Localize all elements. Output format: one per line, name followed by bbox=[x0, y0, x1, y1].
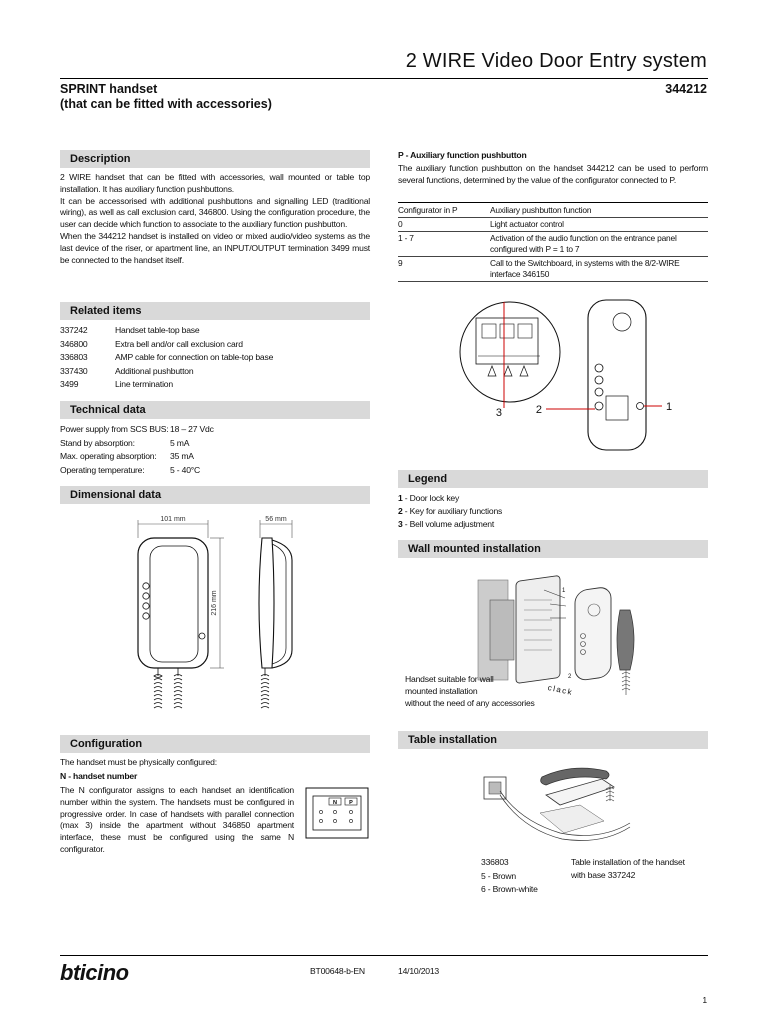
spec-value: 18 – 27 Vdc bbox=[170, 424, 214, 434]
footer-rule bbox=[60, 955, 708, 956]
description-paragraph: 2 WIRE handset that can be fitted with accessories, wall mounted or table top installation. It has auxiliary function pushbuttons. bbox=[60, 172, 370, 194]
table-header-cell: Auxiliary pushbutton function bbox=[490, 204, 708, 218]
spec-label: Max. operating absorption: bbox=[60, 451, 157, 462]
spec-value: 5 - 40°C bbox=[170, 464, 201, 475]
table-row bbox=[398, 257, 708, 282]
clack-label: clack bbox=[546, 682, 575, 698]
legend-item bbox=[398, 492, 708, 505]
step-label-1: 1 bbox=[562, 588, 566, 594]
related-items-heading: Related items bbox=[60, 302, 370, 320]
item-code: 3499 bbox=[60, 379, 79, 390]
description-heading: Description bbox=[60, 150, 370, 168]
legend-number: 2 bbox=[398, 506, 403, 516]
width-dimension-label: 101 mm bbox=[160, 516, 186, 523]
caption-line: mounted installation bbox=[405, 685, 478, 696]
table-installation-heading: Table installation bbox=[398, 731, 708, 749]
configuration-heading: Configuration bbox=[60, 735, 370, 753]
table-row bbox=[398, 218, 708, 232]
table-cell: 0 bbox=[398, 218, 490, 232]
header-rule bbox=[60, 78, 708, 79]
callout-3: 3 bbox=[495, 407, 502, 419]
spec-value: 5 mA bbox=[170, 437, 190, 448]
legend-list bbox=[398, 492, 708, 531]
system-title: 2 WIRE Video Door Entry system bbox=[405, 50, 707, 72]
table-installation-wires bbox=[481, 856, 561, 897]
related-items-list bbox=[60, 324, 370, 392]
product-title-line1: SPRINT handset bbox=[60, 82, 158, 96]
legend-text: - Key for auxiliary functions bbox=[402, 506, 503, 516]
product-title bbox=[60, 82, 272, 112]
height-dimension-label: 216 mm bbox=[211, 590, 218, 616]
aux-function-heading: P - Auxiliary function pushbutton bbox=[398, 150, 527, 160]
list-item bbox=[60, 365, 370, 379]
list-item bbox=[60, 324, 370, 338]
table-header-cell: Configurator in P bbox=[398, 204, 490, 218]
item-code: 346800 bbox=[60, 338, 88, 349]
item-label: Line termination bbox=[115, 379, 173, 390]
handset-keys-diagram bbox=[448, 296, 708, 456]
spec-row bbox=[60, 423, 370, 437]
callout-1: 1 bbox=[666, 401, 673, 413]
spec-row bbox=[60, 437, 370, 451]
legend-number: 1 bbox=[398, 493, 403, 503]
list-item bbox=[60, 338, 370, 352]
item-code: 337430 bbox=[60, 365, 88, 376]
spec-row bbox=[60, 450, 370, 464]
spec-value: 35 mA bbox=[170, 451, 194, 462]
description-body bbox=[60, 172, 370, 266]
table-cell: Call to the Switchboard, in systems with the 8/2-WIRE interface 346150 bbox=[490, 257, 708, 282]
dimension-drawing bbox=[60, 508, 370, 723]
configurator-socket-diagram bbox=[305, 787, 369, 839]
caption-line: without the need of any accessories bbox=[405, 697, 535, 708]
table-cell: 1 - 7 bbox=[398, 232, 490, 257]
table-top-rule bbox=[398, 202, 708, 203]
configuration-intro: The handset must be physically configured: bbox=[60, 757, 217, 767]
caption-line: Table installation of the handset bbox=[571, 857, 685, 867]
doc-code: BT00648-b-EN bbox=[310, 966, 365, 976]
configuration-subheading: N - handset number bbox=[60, 771, 138, 781]
item-label: AMP cable for connection on table-top base bbox=[115, 352, 274, 363]
socket-label-p: P bbox=[349, 800, 353, 806]
caption-line: Handset suitable for wall bbox=[405, 674, 494, 684]
table-cell: 9 bbox=[398, 257, 490, 282]
socket-label-n: N bbox=[333, 800, 337, 806]
description-paragraph: It can be accessorised with additional pushbuttons and signalling LED (traditional wiring), as well as call exclusion card, 346800. Using the configuration procedure, the user can decide which function to associate to the auxiliary function pushbutton. bbox=[60, 195, 370, 230]
step-label-2: 2 bbox=[568, 674, 572, 680]
legend-heading: Legend bbox=[398, 470, 708, 488]
table-cell: Activation of the audio function on the entrance panel configured with P = 1 to 7 bbox=[490, 232, 708, 257]
product-title-line2: (that can be fitted with accessories) bbox=[60, 97, 272, 111]
item-label: Extra bell and/or call exclusion card bbox=[115, 338, 243, 349]
wall-mounted-heading: Wall mounted installation bbox=[398, 540, 708, 558]
spec-label: Stand by absorption: bbox=[60, 437, 135, 448]
cable-code: 336803 bbox=[481, 857, 509, 867]
list-item bbox=[60, 351, 370, 365]
spec-label: Operating temperature: bbox=[60, 464, 145, 475]
legend-text: - Door lock key bbox=[402, 493, 460, 503]
item-code: 337242 bbox=[60, 325, 88, 335]
description-paragraph: When the 344212 handset is installed on video or mixed audio/video systems as the last device of the riser, or apartment line, an INPUT/OUTPUT termination 3499 must be connected to the handset itself. bbox=[60, 230, 370, 265]
configuration-text: The N configurator assigns to each handset an identification number within the system. The handsets must be configured in progressive order. In case of handsets with parallel connection (max 3) inside the apartment without 346850 apartment interface, these must be configured using the same N configurator. bbox=[60, 785, 294, 854]
legend-item bbox=[398, 505, 708, 518]
legend-item bbox=[398, 518, 708, 531]
callout-2: 2 bbox=[535, 404, 542, 416]
table-header-row bbox=[398, 204, 708, 218]
table-cell: Light actuator control bbox=[490, 218, 708, 232]
technical-data-table bbox=[60, 423, 370, 477]
table-row bbox=[398, 232, 708, 257]
product-code: 344212 bbox=[665, 82, 707, 96]
configurator-table bbox=[398, 204, 708, 282]
legend-text: - Bell volume adjustment bbox=[402, 519, 495, 529]
brand-logo: bticino bbox=[60, 960, 129, 985]
dimensional-data-heading: Dimensional data bbox=[60, 486, 370, 504]
aux-function-text: The auxiliary function pushbutton on the handset 344212 can be used to perform several functions, determined by the value of the configurator connected to P. bbox=[398, 163, 708, 185]
wire-label: 6 - Brown-white bbox=[481, 884, 538, 894]
page-number: 1 bbox=[702, 995, 707, 1005]
item-label: Additional pushbutton bbox=[115, 365, 194, 376]
item-label: Handset table-top base bbox=[115, 325, 200, 335]
technical-data-heading: Technical data bbox=[60, 401, 370, 419]
spec-row bbox=[60, 464, 370, 478]
legend-number: 3 bbox=[398, 519, 403, 529]
table-installation-caption bbox=[571, 856, 711, 881]
item-code: 336803 bbox=[60, 352, 88, 363]
spec-label: Power supply from SCS BUS: bbox=[60, 424, 169, 434]
doc-date: 14/10/2013 bbox=[398, 966, 440, 976]
caption-line: with base 337242 bbox=[571, 869, 636, 880]
wire-label: 5 - Brown bbox=[481, 870, 516, 881]
wall-mounted-caption bbox=[405, 674, 545, 709]
table-installation-illustration bbox=[470, 755, 640, 845]
list-item bbox=[60, 378, 370, 392]
depth-dimension-label: 56 mm bbox=[265, 516, 287, 523]
